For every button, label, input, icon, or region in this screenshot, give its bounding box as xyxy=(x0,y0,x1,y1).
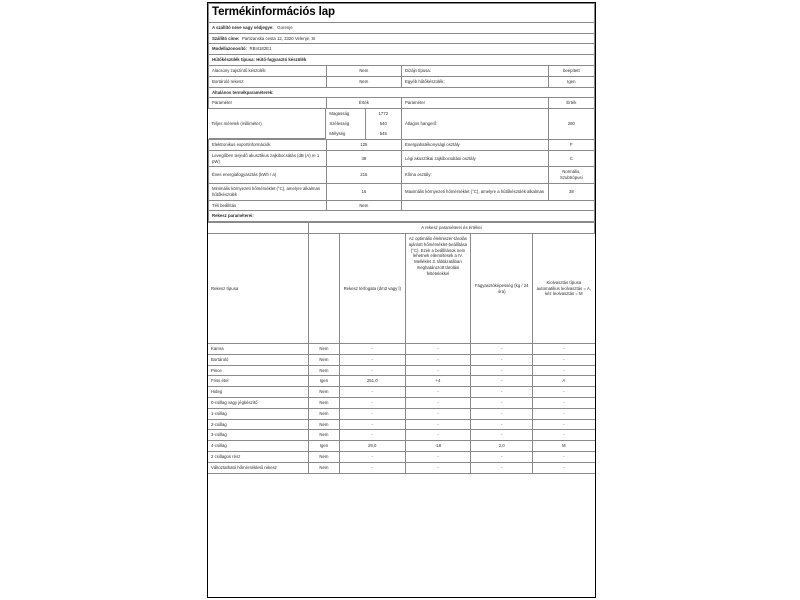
table-row xyxy=(208,408,595,419)
general-row-3 xyxy=(209,184,595,201)
export-info-value: 125 xyxy=(326,140,401,151)
compartment-temperature: - xyxy=(405,398,471,409)
general-section-title: Általános termékparaméterek: xyxy=(209,87,595,98)
compartment-volume: - xyxy=(339,452,405,463)
general-column-header-row xyxy=(209,98,595,109)
compartment-freezing: - xyxy=(471,365,533,376)
compartment-defrost: - xyxy=(533,408,595,419)
col-compartment-type: Rekesz típusa xyxy=(208,234,308,344)
dimension-depth-name: Mélység xyxy=(326,129,365,139)
compartment-defrost: - xyxy=(533,462,595,473)
compartment-type: Pince xyxy=(208,365,308,376)
page-title: Termékinformációs lap xyxy=(212,6,335,18)
compartment-volume: - xyxy=(339,365,405,376)
annual-energy-value: 215 xyxy=(326,167,401,184)
col-value-left: Érték xyxy=(326,98,401,109)
title-row xyxy=(209,4,595,23)
low-noise-value: Nem xyxy=(326,65,401,76)
min-temp-value: 16 xyxy=(326,184,401,201)
compartment-present: Nem xyxy=(308,462,339,473)
noise-emission-value: 38 xyxy=(326,150,401,167)
supplier-name-value: Gorenje xyxy=(277,24,293,30)
compartment-type: Kamra xyxy=(208,344,308,355)
dimensions-row xyxy=(209,109,595,140)
table-row xyxy=(208,354,595,365)
compartment-type: 4-csillag xyxy=(208,441,308,452)
group-header-spacer xyxy=(208,223,308,234)
compartment-defrost: - xyxy=(533,398,595,409)
compartments-group-header: A rekesz paraméterei és értékei xyxy=(308,223,594,234)
table-row xyxy=(208,376,595,387)
compartment-present: Nem xyxy=(308,452,339,463)
dimensions-inner-table xyxy=(209,109,401,139)
general-row-2 xyxy=(209,167,595,184)
compartment-volume: - xyxy=(339,419,405,430)
compartment-defrost: - xyxy=(533,365,595,376)
other-appliance-value: Igen xyxy=(548,76,594,87)
compartment-temperature: - xyxy=(405,365,471,376)
dimension-height-pair xyxy=(326,109,401,119)
col-compartment-freezing: Fagyasztóképesség (kg / 24 óra) xyxy=(471,234,533,344)
dimension-width-value: 540 xyxy=(365,119,401,129)
supplier-name-label: A szállító neve vagy védjegye: xyxy=(212,24,274,30)
compartment-volume: - xyxy=(339,430,405,441)
compartment-freezing: - xyxy=(471,452,533,463)
design-type-value: beépített xyxy=(548,65,594,76)
compartment-type: Hideg xyxy=(208,387,308,398)
table-row xyxy=(208,419,595,430)
max-temp-value: 38 xyxy=(548,184,594,201)
dimensions-block xyxy=(209,109,402,140)
compartment-freezing: - xyxy=(471,376,533,387)
supplier-address-row xyxy=(209,33,595,44)
compartment-present: Nem xyxy=(308,387,339,398)
compartment-freezing: - xyxy=(471,430,533,441)
compartments-column-header-row xyxy=(208,234,595,344)
compartments-table xyxy=(208,222,595,473)
noise-class-value: C xyxy=(548,150,594,167)
compartment-present: Nem xyxy=(308,430,339,441)
climate-class-value: Normális, Szubtrópusi xyxy=(548,167,594,184)
table-row xyxy=(208,365,595,376)
compartment-freezing: - xyxy=(471,387,533,398)
compartment-type: 1-csillag xyxy=(208,408,308,419)
compartment-volume: - xyxy=(339,398,405,409)
compartment-freezing: 2,0 xyxy=(471,441,533,452)
dimension-height-name: Magasság xyxy=(326,109,365,119)
appliance-row-1 xyxy=(209,76,595,87)
compartment-present: Igen xyxy=(308,441,339,452)
design-type-label: Dizájn típusa: xyxy=(401,65,548,76)
compartment-volume: - xyxy=(339,408,405,419)
dimension-depth-pair xyxy=(326,129,401,139)
compartment-volume: - xyxy=(339,462,405,473)
export-info-label: Elektronikus exportinformációk xyxy=(209,140,327,151)
header-table xyxy=(208,3,595,222)
col-compartment-volume: Rekesz térfogata (dm3 vagy l) xyxy=(339,234,405,344)
dimension-height-row xyxy=(209,109,401,119)
compartment-temperature: -18 xyxy=(405,441,471,452)
appliance-type-label: Hűtőkészülék típusa: xyxy=(212,57,255,63)
general-section-row xyxy=(209,87,595,98)
dimension-height-value: 1772 xyxy=(365,109,401,119)
compartment-type: 2-csillag xyxy=(208,419,308,430)
annual-energy-label: Éves energiafogyasztás (kWh / a) xyxy=(209,167,327,184)
compartment-freezing: - xyxy=(471,344,533,355)
dimensions-label: Teljes méretek (milliméter) xyxy=(209,109,326,138)
compartment-defrost: - xyxy=(533,387,595,398)
title-cell xyxy=(209,4,595,23)
compartment-defrost: M xyxy=(533,441,595,452)
wine-compartment-label: Bortároló rekesz: xyxy=(209,76,327,87)
col-param-right: Paraméter xyxy=(401,98,548,109)
compartment-volume: - xyxy=(339,387,405,398)
average-volume-label: Átlagos hangerő: xyxy=(401,109,548,140)
table-row xyxy=(208,430,595,441)
compartment-present: Nem xyxy=(308,408,339,419)
col-compartment-temperature: Az optimális élelmiszer-tárolás ajánlott hőmérséklet-beállítása (°C). Ezek a beállítások nem lehetnek ellentétesek a IV. Melléklet 3. táblázatában meghatározott tárolási feltételekkel xyxy=(405,234,471,344)
low-noise-label: Alacsony zajszintű készülék: xyxy=(209,65,327,76)
model-row xyxy=(209,44,595,55)
table-row xyxy=(208,441,595,452)
compartment-volume: - xyxy=(339,354,405,365)
supplier-name-cell xyxy=(209,22,595,33)
compartment-defrost: - xyxy=(533,344,595,355)
max-temp-label: Maximális környezeti hőmérséklet (°C), amelyre a hűtőkészülék alkalmas xyxy=(401,184,548,201)
compartment-defrost: A xyxy=(533,376,595,387)
appliance-row-0 xyxy=(209,65,595,76)
appliance-type-cell xyxy=(209,55,595,66)
energy-class-label: Energiahatékonysági osztály xyxy=(401,140,548,151)
compartment-present: Nem xyxy=(308,365,339,376)
compartment-present: Nem xyxy=(308,354,339,365)
noise-class-label: Légi akusztikai zajkibocsátási osztály xyxy=(401,150,548,167)
compartment-temperature: - xyxy=(405,344,471,355)
compartment-temperature: - xyxy=(405,419,471,430)
compartment-present: Nem xyxy=(308,419,339,430)
compartment-freezing: - xyxy=(471,408,533,419)
compartments-section-title: Rekesz paraméterei: xyxy=(209,211,595,222)
winter-setting-empty xyxy=(401,200,594,211)
table-row xyxy=(208,344,595,355)
compartment-temperature: - xyxy=(405,462,471,473)
compartment-type: Változtatható hőmérsékletű rekesz xyxy=(208,462,308,473)
winter-setting-value: Nem xyxy=(326,200,401,211)
noise-emission-label: Levegőben terjedő akusztikus zajkibocsátás (dB (A) re 1 pW) xyxy=(209,150,327,167)
general-row-4 xyxy=(209,200,595,211)
compartment-temperature: - xyxy=(405,354,471,365)
compartment-defrost: - xyxy=(533,430,595,441)
dimension-width-name: Szélesség xyxy=(326,119,365,129)
compartments-section-row xyxy=(209,211,595,222)
wine-compartment-value: Nem xyxy=(326,76,401,87)
appliance-type-row xyxy=(209,55,595,66)
col-value-right: Érték xyxy=(548,98,594,109)
compartment-freezing: - xyxy=(471,462,533,473)
compartment-type: 3-csillag xyxy=(208,430,308,441)
model-value: RBI4182E1 xyxy=(249,46,272,52)
compartment-present: Nem xyxy=(308,398,339,409)
compartment-defrost: - xyxy=(533,452,595,463)
compartment-freezing: - xyxy=(471,354,533,365)
compartment-present: Igen xyxy=(308,376,339,387)
model-label: Modellazonosító: xyxy=(212,46,248,52)
general-row-1 xyxy=(209,150,595,167)
dimension-width-pair xyxy=(326,119,401,129)
supplier-address-label: Szállító címe: xyxy=(212,35,240,41)
col-param-left: Paraméter xyxy=(209,98,327,109)
compartment-temperature: - xyxy=(405,430,471,441)
compartment-volume: - xyxy=(339,344,405,355)
col-compartment-defrost: Kiolvasztás típusa automatikus leolvasztás = A, kéz leolvasztás = M xyxy=(533,234,595,344)
table-row xyxy=(208,398,595,409)
other-appliance-label: Egyéb hűtőkészülék: xyxy=(401,76,548,87)
compartment-temperature: - xyxy=(405,387,471,398)
average-volume-value: 280 xyxy=(548,109,594,140)
compartment-type: 2 csillagos rész xyxy=(208,452,308,463)
energy-class-value: F xyxy=(548,140,594,151)
compartment-volume: 251,0 xyxy=(339,376,405,387)
supplier-name-row xyxy=(209,22,595,33)
compartment-temperature: +4 xyxy=(405,376,471,387)
supplier-address-cell xyxy=(209,33,595,44)
winter-setting-label: Téli beállítás xyxy=(209,200,327,211)
compartment-present: Nem xyxy=(308,344,339,355)
col-compartment-present xyxy=(308,234,339,344)
general-row-0 xyxy=(209,140,595,151)
compartment-type: Bortároló xyxy=(208,354,308,365)
compartments-group-header-row xyxy=(208,223,595,234)
supplier-address-value: Partizanska cesta 12, 3320 Velenje, SI xyxy=(241,35,316,41)
compartment-type: 0-csillag vagy jégkészítő xyxy=(208,398,308,409)
compartment-temperature: - xyxy=(405,408,471,419)
compartment-temperature: - xyxy=(405,452,471,463)
compartment-freezing: - xyxy=(471,398,533,409)
table-row xyxy=(208,462,595,473)
compartment-defrost: - xyxy=(533,354,595,365)
compartment-volume: 29,0 xyxy=(339,441,405,452)
table-row xyxy=(208,452,595,463)
table-row xyxy=(208,387,595,398)
product-information-sheet xyxy=(207,2,596,598)
appliance-type-value: Hűtő-fagyasztó készülék xyxy=(256,57,307,63)
dimension-depth-value: 545 xyxy=(365,129,401,139)
min-temp-label: Minimális környezeti hőmérséklet (°C), amelyre alkalmas hűtőkészülék xyxy=(209,184,327,201)
model-cell xyxy=(209,44,595,55)
compartment-freezing: - xyxy=(471,419,533,430)
compartment-type: Friss étel xyxy=(208,376,308,387)
compartment-defrost: - xyxy=(533,419,595,430)
climate-class-label: Klíma osztály: xyxy=(401,167,548,184)
